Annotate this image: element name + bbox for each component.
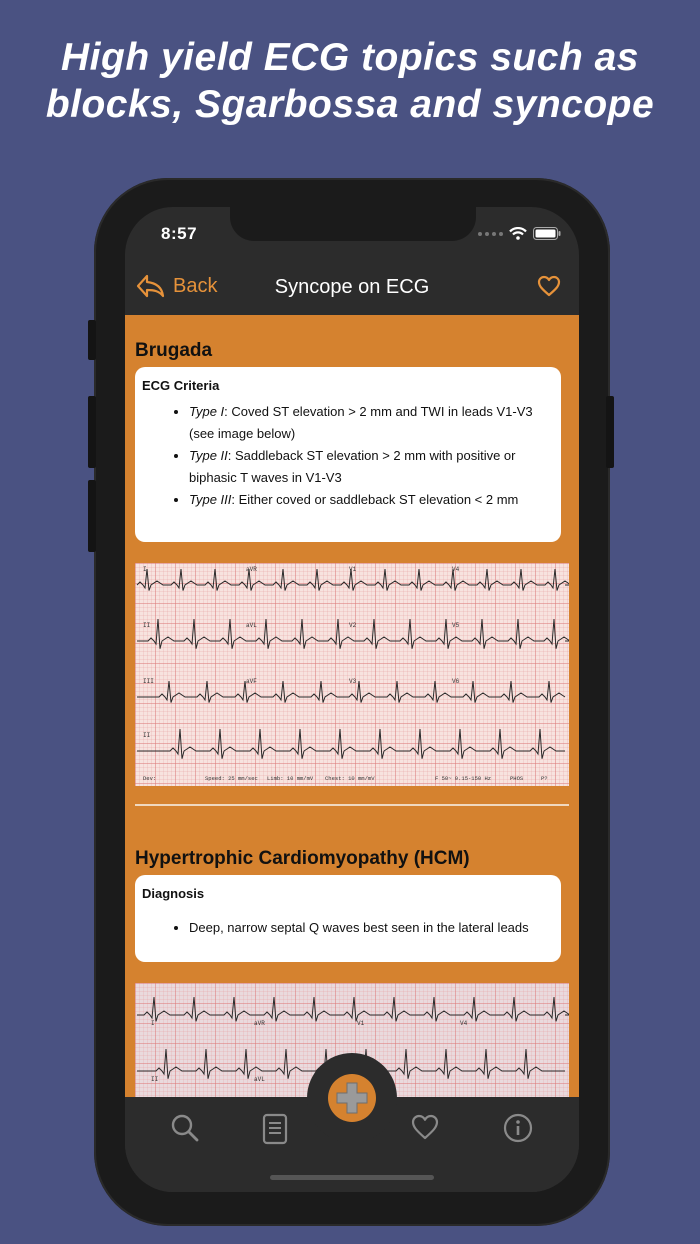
ecg-lead-label: Dev: — [143, 775, 157, 782]
ecg-lead-label: aVL — [246, 622, 257, 629]
criteria-card — [135, 367, 561, 542]
ecg-lead-label: II — [143, 622, 151, 629]
navigation-bar — [125, 265, 579, 315]
ecg-lead-label: P? — [541, 775, 548, 782]
section-title-brugada: Brugada — [135, 340, 213, 361]
ecg-lead-label: Speed: 25 mm/sec — [205, 775, 258, 782]
ecg-lead-label: V5 — [452, 622, 460, 629]
wifi-icon — [509, 227, 527, 240]
card-title: ECG Criteria — [142, 378, 220, 393]
home-indicator — [270, 1175, 434, 1180]
tab-favorites[interactable] — [410, 1113, 440, 1146]
ecg-lead-label: V3 — [349, 678, 357, 685]
ecg-lead-label: F 50~ 0.15-150 Hz — [435, 775, 492, 782]
battery-icon — [533, 227, 561, 240]
document-icon — [262, 1113, 288, 1145]
phone-screen — [125, 207, 579, 1192]
ecg-trace-line — [137, 729, 565, 759]
notch — [230, 207, 476, 241]
tab-info[interactable] — [503, 1113, 533, 1148]
ecg-lead-label: V4 — [452, 566, 460, 573]
content-scroll-area[interactable] — [125, 315, 579, 1097]
ecg-lead-label: I — [151, 1020, 155, 1027]
promo-headline-line-1: High yield ECG topics such as — [61, 36, 639, 79]
ecg-lead-label: aVR — [254, 1020, 265, 1027]
promo-headline — [0, 34, 700, 128]
ecg-lead-label: aVL — [254, 1076, 265, 1083]
criteria-list — [167, 401, 554, 512]
card-title: Diagnosis — [142, 886, 205, 901]
info-icon — [503, 1113, 533, 1143]
power-button — [606, 396, 614, 468]
back-label: Back — [173, 274, 218, 297]
list-item: • Type II: Saddleback ST elevation > 2 mm with positive or biphasic T waves in V1-V3 — [189, 445, 554, 488]
page-title: Syncope on ECG — [274, 276, 430, 298]
status-icons — [478, 227, 561, 240]
ecg-lead-label: V1 — [357, 1020, 365, 1027]
ecg-lead-label: aVR — [246, 566, 257, 573]
ecg-trace-line — [137, 997, 569, 1021]
heart-icon — [410, 1113, 440, 1141]
ecg-lead-label: V6 — [452, 678, 460, 685]
diagnosis-card — [135, 875, 561, 962]
status-time: 8:57 — [161, 224, 198, 243]
ecg-traces — [135, 563, 569, 786]
ecg-lead-label: V2 — [349, 622, 357, 629]
tab-bar — [125, 1097, 579, 1192]
volume-down-button — [88, 480, 96, 552]
list-item: • Deep, narrow septal Q waves best seen in the lateral leads — [189, 917, 554, 939]
ecg-lead-label: Chest: 10 mm/mV — [325, 775, 375, 782]
tab-home[interactable] — [307, 1053, 397, 1143]
ecg-lead-label: II — [151, 1076, 159, 1083]
volume-up-button — [88, 396, 96, 468]
heart-outline-icon — [537, 275, 561, 297]
tab-search[interactable] — [170, 1113, 200, 1148]
ecg-lead-label: Limb: 10 mm/mV — [267, 775, 314, 782]
tab-topics[interactable] — [262, 1113, 288, 1150]
promo-headline-line-2: blocks, Sgarbossa and syncope — [45, 83, 655, 126]
ecg-image-brugada[interactable] — [135, 563, 569, 786]
ecg-lead-label: II — [143, 732, 151, 739]
mute-switch — [88, 320, 96, 360]
favorite-button[interactable] — [537, 275, 561, 302]
search-icon — [170, 1113, 200, 1143]
list-item: • Type I: Coved ST elevation > 2 mm and TWI in leads V1-V3 (see image below) — [189, 401, 554, 444]
section-divider — [135, 804, 569, 806]
ecg-lead-label: aVF — [246, 678, 257, 685]
signal-dots-icon — [478, 232, 503, 236]
ecg-lead-label: I — [143, 566, 147, 573]
ecg-lead-label: PHOS — [510, 775, 524, 782]
diagnosis-list — [167, 917, 554, 940]
ecg-lead-label: III — [143, 678, 154, 685]
list-item: • Type III: Either coved or saddleback ST elevation < 2 mm — [189, 489, 554, 511]
ecg-lead-label: V4 — [460, 1020, 468, 1027]
ecg-lead-label: V1 — [349, 566, 357, 573]
medical-cross-icon — [335, 1081, 369, 1115]
section-title-hcm: Hypertrophic Cardiomyopathy (HCM) — [135, 848, 470, 869]
